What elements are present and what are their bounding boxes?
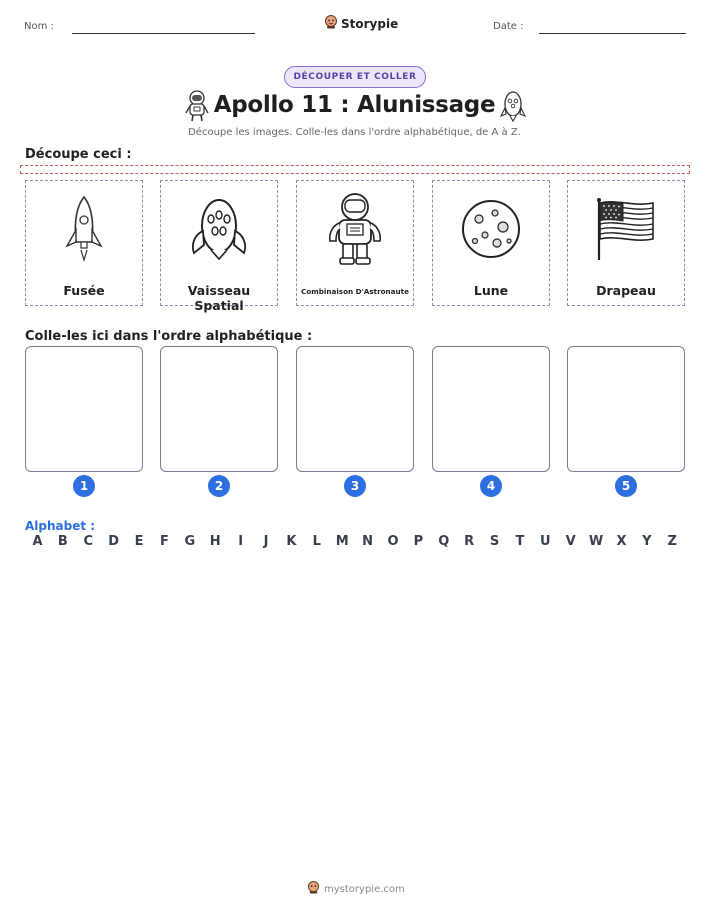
paste-box-4[interactable] <box>432 346 550 472</box>
card-label: Drapeau <box>596 283 656 298</box>
alphabet-letter: F <box>160 534 169 549</box>
paste-box-3[interactable] <box>296 346 414 472</box>
name-label: Nom : <box>24 21 54 32</box>
alphabet-letter: V <box>565 534 576 549</box>
cut-section-heading: Découpe ceci : <box>25 147 132 162</box>
number-badge: 3 <box>344 475 366 497</box>
alphabet-letter: A <box>32 534 43 549</box>
alphabet-row <box>25 534 685 549</box>
card-label: Vaisseau Spatial <box>187 283 251 313</box>
number-badge: 1 <box>73 475 95 497</box>
alphabet-letter: I <box>238 534 244 549</box>
alphabet-label: Alphabet : <box>25 519 96 533</box>
alphabet-letter: M <box>335 534 349 549</box>
card-label: Lune <box>473 283 509 298</box>
alphabet-letter: W <box>588 534 604 549</box>
paste-box-1[interactable] <box>25 346 143 472</box>
number-badge: 5 <box>615 475 637 497</box>
alphabet-letter: Z <box>667 534 677 549</box>
flag-icon <box>593 196 659 267</box>
alphabet-letter: R <box>464 534 475 549</box>
alphabet-letter: B <box>57 534 68 549</box>
alphabet-letter: Q <box>438 534 450 549</box>
alphabet-letter: C <box>83 534 94 549</box>
alphabet-letter: S <box>489 534 500 549</box>
number-badge: 2 <box>208 475 230 497</box>
alphabet-letter: X <box>616 534 627 549</box>
cut-card-spaceship[interactable] <box>160 180 278 313</box>
spaceship-icon <box>186 195 252 268</box>
spaceship-icon <box>499 89 527 128</box>
alphabet-letter: U <box>540 534 551 549</box>
cut-card-flag[interactable] <box>567 180 685 306</box>
alphabet-letter: N <box>362 534 374 549</box>
name-line <box>72 33 255 34</box>
astronaut-suit-icon <box>324 191 386 272</box>
alphabet-letter: T <box>515 534 525 549</box>
card-label: Fusée <box>63 283 105 298</box>
alphabet-letter: P <box>413 534 424 549</box>
date-label: Date : <box>493 21 524 32</box>
paste-box-5[interactable] <box>567 346 685 472</box>
page-title: Apollo 11 : Alunissage <box>213 92 496 118</box>
alphabet-letter: D <box>108 534 120 549</box>
activity-badge: DÉCOUPER ET COLLER <box>284 66 426 88</box>
alphabet-letter: O <box>387 534 399 549</box>
alphabet-letter: G <box>184 534 196 549</box>
cut-card-astronaut-suit[interactable] <box>296 180 414 306</box>
alphabet-letter: J <box>263 534 269 549</box>
paste-section-heading: Colle-les ici dans l'ordre alphabétique : <box>25 329 313 344</box>
cut-card-moon[interactable] <box>432 180 550 306</box>
date-line <box>539 33 686 34</box>
alphabet-letter: H <box>209 534 221 549</box>
rocket-icon <box>61 194 107 269</box>
storypie-logo-icon <box>324 14 338 34</box>
paste-box-2[interactable] <box>160 346 278 472</box>
card-label: Combinaison D'Astronaute <box>301 287 409 296</box>
footer <box>307 880 405 899</box>
alphabet-letter: Y <box>642 534 652 549</box>
footer-url: mystorypie.com <box>324 884 405 895</box>
cut-card-rocket[interactable] <box>25 180 143 306</box>
alphabet-letter: K <box>286 534 297 549</box>
number-badge: 4 <box>480 475 502 497</box>
storypie-logo-icon <box>307 880 320 899</box>
brand-logo <box>324 14 398 34</box>
alphabet-letter: E <box>134 534 144 549</box>
cut-line <box>20 165 690 174</box>
instructions: Découpe les images. Colle-les dans l'ordre alphabétique, de A à Z. <box>188 127 521 138</box>
brand-name: Storypie <box>341 17 399 31</box>
alphabet-letter: L <box>312 534 321 549</box>
moon-icon <box>459 197 523 266</box>
